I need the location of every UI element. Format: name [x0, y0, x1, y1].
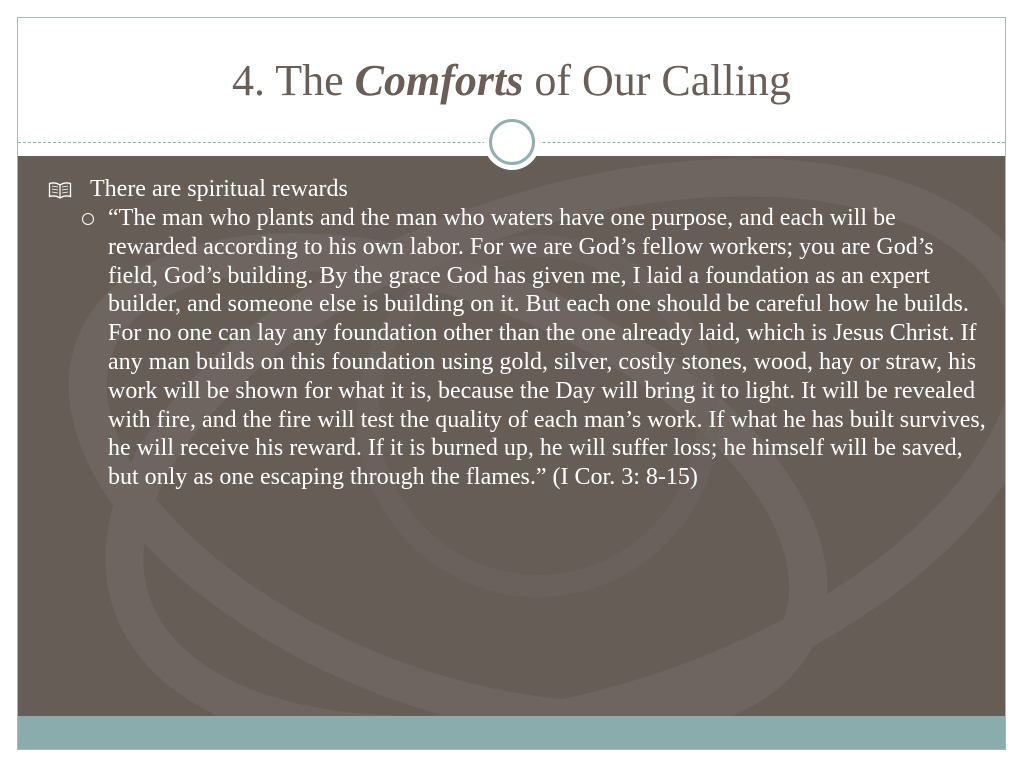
title-prefix: 4. The [232, 56, 355, 105]
bullet-list [44, 174, 994, 492]
open-book-icon [48, 181, 72, 199]
bullet-text: There are spiritual rewards [90, 176, 348, 202]
ornament-ring [489, 119, 535, 165]
bullet-item [44, 174, 994, 204]
sub-bullet-text: “The man who plants and the man who waters have one purpose, and each will be rewarded according to his own labor. For we are God’s fellow workers; you are God’s field, God’s building. By the grace God has given me, I laid a foundation as an expert builder, and someone else is building on it. But each one should be careful how he builds. For no one can lay any foundation other than the one already laid, which is Jesus Christ. If any man builds on this foundation using gold, silver, costly stones, wood, hay or straw, his work will be shown for what it is, because the Day will bring it to light. It will be revealed with fire, and the fire will test the quality of each man’s work. If what he has built survives, he will receive his reward. If it is burned up, he will suffer loss; he himself will be saved, but only as one escaping through the flames.” (I Cor. 3: 8-15) [108, 205, 986, 491]
title-suffix: of Our Calling [523, 56, 791, 105]
sub-bullet-item [44, 204, 988, 492]
title-emphasis: Comforts [354, 56, 524, 105]
footer-band [18, 716, 1005, 750]
slide [17, 17, 1006, 750]
hollow-circle-icon [82, 213, 94, 225]
title-ornament-icon [484, 114, 540, 170]
slide-title [18, 55, 1005, 107]
